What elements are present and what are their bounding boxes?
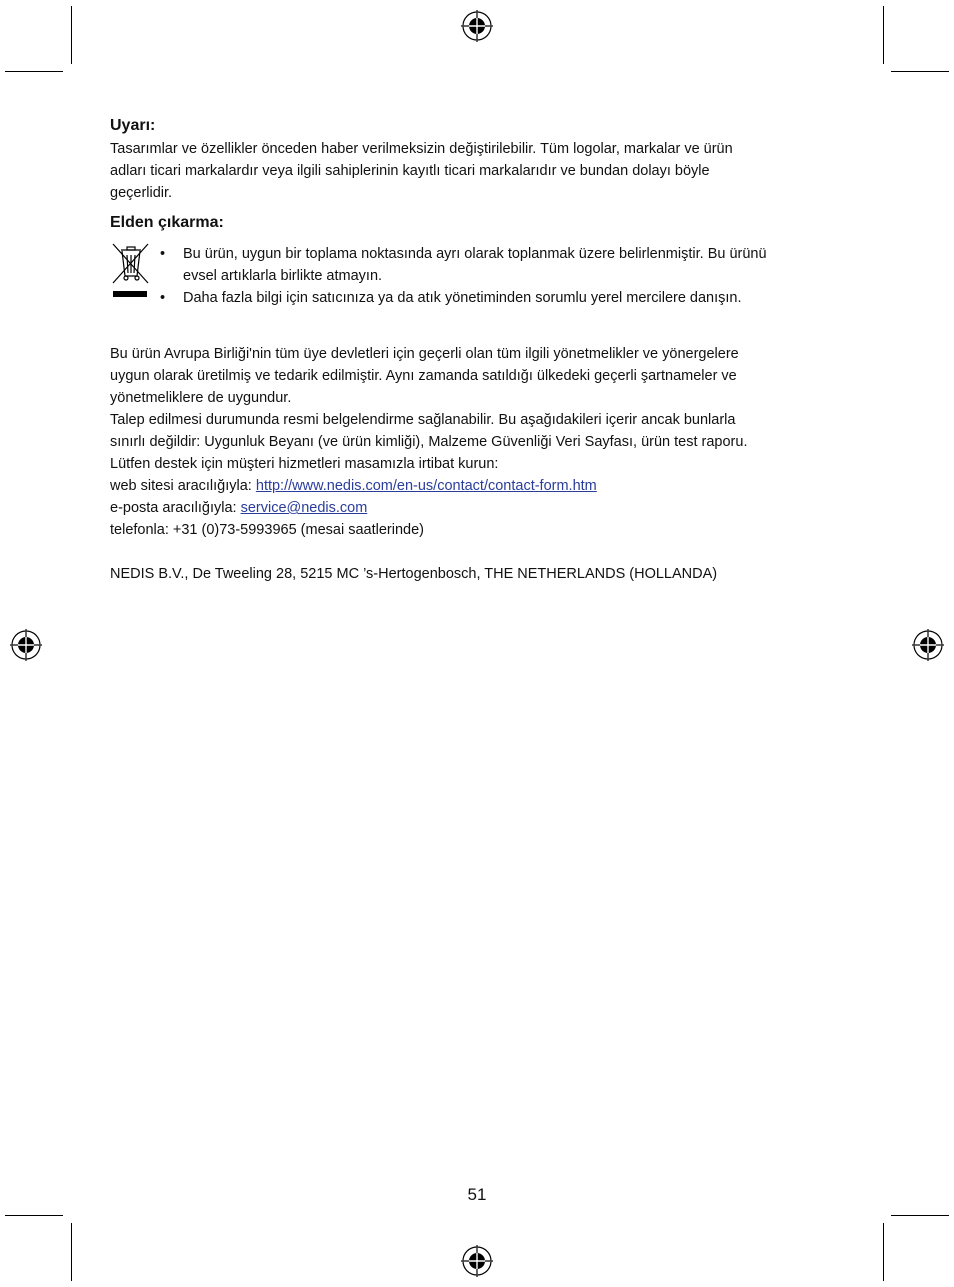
- email-label: e-posta aracılığıyla:: [110, 500, 241, 516]
- contact-form-link[interactable]: http://www.nedis.com/en-us/contact/contact-form.htm: [255, 478, 597, 494]
- crop-mark: [891, 1215, 949, 1216]
- text-line: evsel artıklarla birlikte atmayın.: [183, 268, 383, 284]
- disposal-heading: Elden çıkarma:: [110, 214, 224, 231]
- text-line: Bu ürün Avrupa Birliği'nin tüm üye devletleri için geçerli olan tüm ilgili yönetmelikler ve yönergelere: [110, 346, 739, 362]
- registration-mark-icon: [460, 1244, 494, 1278]
- web-label: web sitesi aracılığıyla:: [110, 478, 256, 494]
- list-item: [152, 243, 842, 287]
- crop-mark: [5, 1215, 63, 1216]
- company-address: NEDIS B.V., De Tweeling 28, 5215 MC ’s-Hertogenbosch, THE NETHERLANDS (HOLLANDA): [110, 566, 718, 582]
- registration-mark-icon: [911, 628, 945, 662]
- text-line: Talep edilmesi durumunda resmi belgelendirme sağlanabilir. Bu aşağıdakileri içerir ancak bunlarla: [110, 412, 736, 428]
- registration-mark-icon: [9, 628, 43, 662]
- disposal-bullet-list: [152, 243, 842, 309]
- email-link[interactable]: service@nedis.com: [240, 500, 368, 516]
- text-line: geçerlidir.: [110, 185, 173, 201]
- crop-mark: [883, 1223, 884, 1281]
- text-line: uygun olarak üretilmiş ve tedarik edilmiştir. Aynı zamanda satıldığı ülkedeki geçerli şartnameler ve: [110, 368, 737, 384]
- text-line: yönetmeliklere de uygundur.: [110, 390, 292, 406]
- warning-heading: Uyarı:: [110, 117, 156, 134]
- registration-mark-icon: [460, 9, 494, 43]
- text-line: sınırlı değildir: Uygunluk Beyanı (ve ürün kimliği), Malzeme Güvenliği Veri Sayfası, ürün test raporu.: [110, 434, 748, 450]
- warning-text: [110, 138, 850, 204]
- text-line: adları ticari markalardır veya ilgili sahiplerinin kayıtlı ticari markalarıdır ve bundan dolayı böyle: [110, 163, 710, 179]
- text-line: Bu ürün, uygun bir toplama noktasında ayrı olarak toplanmak üzere belirlenmiştir. Bu ürünü: [183, 246, 767, 262]
- text-line: Lütfen destek için müşteri hizmetleri masamızla irtibat kurun:: [110, 456, 499, 472]
- weee-crossed-bin-icon: [110, 243, 152, 305]
- crop-mark: [71, 6, 72, 64]
- crop-mark: [71, 1223, 72, 1281]
- text-line: Daha fazla bilgi için satıcınıza ya da atık yönetiminden sorumlu yerel mercilere danışın.: [183, 290, 742, 306]
- crop-mark: [891, 71, 949, 72]
- compliance-text: [110, 343, 850, 541]
- list-item: [152, 287, 842, 309]
- page-number: 51: [467, 1185, 487, 1204]
- phone-text: telefonla: +31 (0)73-5993965 (mesai saatlerinde): [110, 522, 424, 538]
- crop-mark: [883, 6, 884, 64]
- text-line: Tasarımlar ve özellikler önceden haber verilmeksizin değiştirilebilir. Tüm logolar, markalar ve ürün: [110, 141, 733, 157]
- page-content: [110, 116, 850, 585]
- disposal-section: [110, 243, 850, 309]
- crop-mark: [5, 71, 63, 72]
